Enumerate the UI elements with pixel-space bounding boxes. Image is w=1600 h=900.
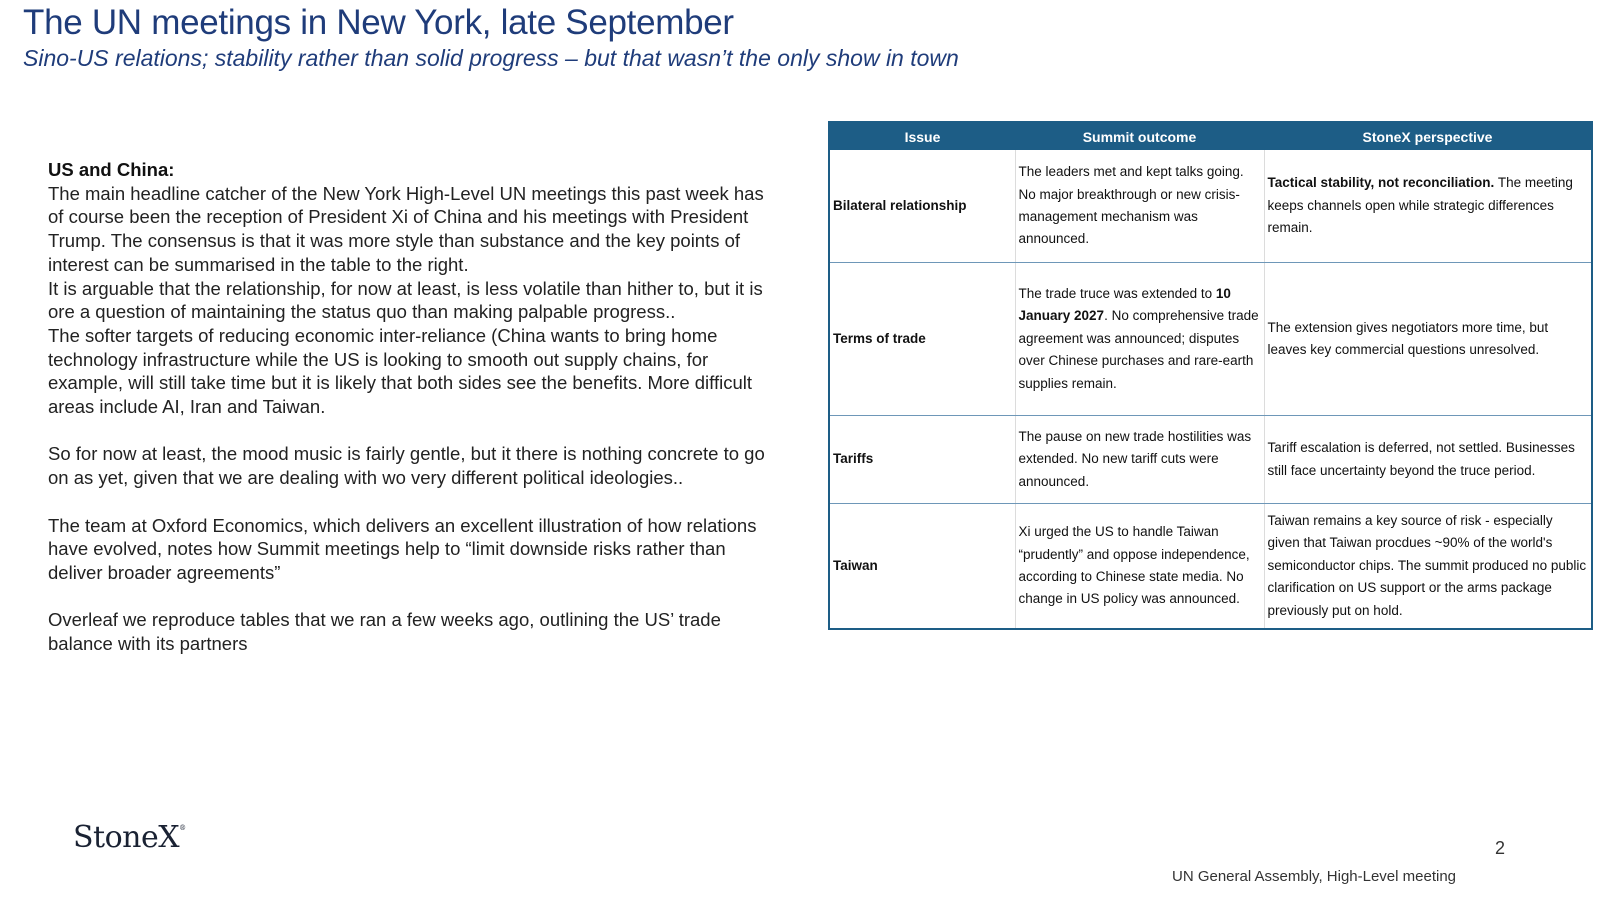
page-subtitle: Sino-US relations; stability rather than solid progress – but that wasn’t the only show in town	[23, 45, 959, 71]
perspective-cell: Taiwan remains a key source of risk - especially given that Taiwan procdues ~90% of the world's semiconductor chips. The summit produced no public clarification on US support or the arms package previously put on hold.	[1264, 504, 1592, 630]
paragraph: The softer targets of reducing economic inter-reliance (China wants to bring home technology infrastructure while the US is looking to smooth out supply chains, for example, will still take time but it is likely that both sides see the benefits. More difficult areas include AI, Iran and Taiwan.	[48, 324, 753, 418]
table-row	[829, 150, 1592, 263]
issues-table	[828, 121, 1593, 630]
section-heading: US and China:	[48, 159, 175, 180]
outcome-cell: The pause on new trade hostilities was extended. No new tariff cuts were announced.	[1015, 416, 1264, 504]
outcome-text: The trade truce was extended to	[1018, 285, 1216, 301]
registered-mark: ®	[179, 824, 186, 832]
issue-cell: Terms of trade	[829, 263, 1015, 416]
column-header: Issue	[829, 122, 1015, 150]
perspective-text: The meeting keeps channels open while strategic differences remain.	[1267, 175, 1573, 236]
issue-cell: Taiwan	[829, 504, 1015, 630]
stonex-logo	[73, 820, 186, 855]
outcome-cell: Xi urged the US to handle Taiwan “prudently” and oppose independence, according to Chinese state media. No change in US policy was announced.	[1015, 504, 1264, 630]
body-text	[48, 158, 783, 656]
table-row	[829, 504, 1592, 630]
paragraph-gap	[48, 585, 783, 609]
page-number: 2	[1495, 838, 1506, 858]
paragraph: It is arguable that the relationship, for now at least, is less volatile than hither to, but it is ore a question of maintaining the status quo than making palpable progress..	[48, 277, 763, 323]
column-header: Summit outcome	[1015, 122, 1264, 150]
column-header: StoneX perspective	[1264, 122, 1592, 150]
perspective-cell: The extension gives negotiators more time, but leaves key commercial questions unresolved.	[1264, 263, 1592, 416]
table-row	[829, 416, 1592, 504]
table-row	[829, 263, 1592, 416]
paragraph-gap	[48, 490, 783, 514]
page-title: The UN meetings in New York, late September	[23, 3, 734, 42]
paragraph: So for now at least, the mood music is fairly gentle, but it there is nothing concrete to go on as yet, given that we are dealing with wo very different political ideologies..	[48, 443, 765, 489]
logo-wordmark: StoneX	[73, 820, 180, 855]
outcome-text: . No comprehensive trade agreement was announced; disputes over Chinese purchases and rare-earth supplies remain.	[1018, 308, 1259, 391]
issue-cell: Tariffs	[829, 416, 1015, 504]
table-header-row	[829, 122, 1592, 150]
outcome-cell	[1015, 263, 1264, 416]
perspective-cell	[1264, 150, 1592, 263]
paragraph: Overleaf we reproduce tables that we ran a few weeks ago, outlining the US’ trade balance with its partners	[48, 609, 721, 655]
perspective-cell: Tariff escalation is deferred, not settled. Businesses still face uncertainty beyond the truce period.	[1264, 416, 1592, 504]
outcome-cell: The leaders met and kept talks going. No major breakthrough or new crisis-management mechanism was announced.	[1015, 150, 1264, 263]
perspective-emphasis: Tactical stability, not reconciliation.	[1267, 175, 1495, 191]
paragraph-gap	[48, 419, 783, 443]
paragraph: The team at Oxford Economics, which delivers an excellent illustration of how relations have evolved, notes how Summit meetings help to “limit downside risks rather than deliver broader agreements”	[48, 514, 757, 583]
footer-caption: UN General Assembly, High-Level meeting	[1172, 868, 1457, 885]
outcome-date: 10 January 2027	[1018, 285, 1231, 324]
issue-cell: Bilateral relationship	[829, 150, 1015, 263]
paragraph: The main headline catcher of the New York High-Level UN meetings this past week has of course been the reception of President Xi of China and his meetings with President Trump. The consensus is that it was more style than substance and the key points of interest can be summarised in the table to the right.	[48, 182, 764, 275]
